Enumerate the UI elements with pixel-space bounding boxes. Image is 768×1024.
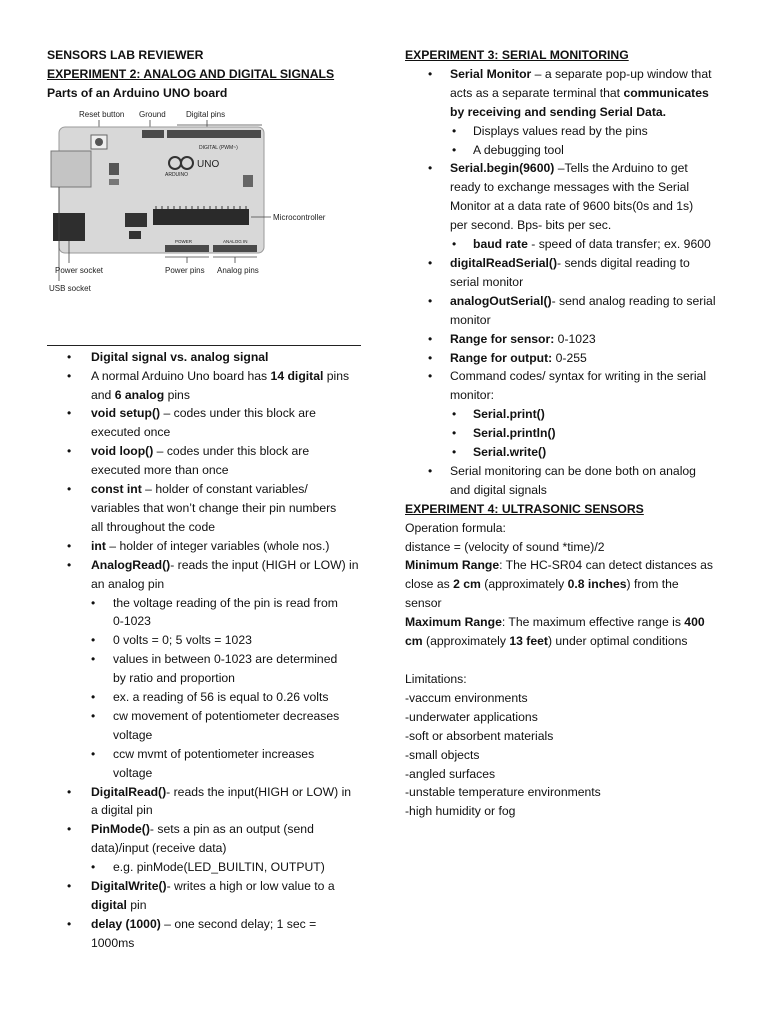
power-pins-label: Power pins [165, 265, 205, 275]
list-item: • void loop() – codes under this block are executed more than once [47, 442, 365, 480]
list-item: • A normal Arduino Uno board has 14 digital pins and 6 analog pins [47, 367, 365, 405]
microcontroller-graphic [153, 209, 249, 225]
section-divider [47, 345, 361, 346]
arduino-board-figure [47, 105, 360, 315]
experiment-3-list [405, 65, 733, 500]
limitation-item: -underwater applications [405, 709, 538, 724]
digital-pins-label: Digital pins [186, 109, 226, 119]
microcontroller-label: Microcontroller [273, 212, 326, 222]
reset-button-label: Reset button [79, 109, 125, 119]
sub-list-item: • Serial.print() [405, 405, 733, 424]
list-item: • Digital signal vs. analog signal [47, 348, 365, 367]
arduino-board-diagram [47, 105, 360, 315]
power-socket-graphic [53, 213, 85, 241]
limitations-title: Limitations: [405, 672, 467, 686]
digital-pwm-text: DIGITAL (PWM~) [199, 144, 238, 151]
sub-list-item: • cw movement of potentiometer decreases voltage [47, 707, 365, 745]
analog-pins-label: Analog pins [217, 265, 259, 275]
list-item: • Serial.begin(9600) –Tells the Arduino to get ready to exchange messages with the Serial Monitor at a data rate of 9600 bits(0s and 1s) per second. Bps- bits per sec. [405, 159, 733, 235]
maximum-range-paragraph: Maximum Range: The maximum effective range is 400 cm (approximately 13 feet) under optimal conditions [405, 615, 705, 649]
list-item: • const int – holder of constant variables/ variables that won’t change their pin numbers all throughout the code [47, 480, 365, 537]
list-item: • Range for sensor: 0-1023 [405, 330, 733, 349]
sub-list-item: • Serial.println() [405, 424, 733, 443]
usb-socket-label: USB socket [49, 283, 91, 293]
limitation-item: -unstable temperature environments [405, 785, 601, 800]
power-header [165, 245, 209, 252]
list-item: • int – holder of integer variables (whole nos.) [47, 537, 365, 556]
document-title: SENSORS LAB REVIEWER [47, 48, 204, 62]
analog-header [213, 245, 257, 252]
list-item: • DigitalRead()- reads the input(HIGH or LOW) in a digital pin [47, 783, 365, 821]
list-item: • Serial monitoring can be done both on analog and digital signals [405, 462, 733, 500]
list-item: • Serial Monitor – a separate pop-up window that acts as a separate terminal that communicates by receiving and sending Serial Data. [405, 65, 733, 122]
limitation-item: -vaccum environments [405, 690, 528, 705]
left-column [47, 46, 365, 953]
list-item: • delay (1000) – one second delay; 1 sec = 1000ms [47, 915, 365, 953]
list-item: • digitalReadSerial()- sends digital reading to serial monitor [405, 254, 733, 292]
sub-list-item: • 0 volts = 0; 5 volts = 1023 [47, 631, 365, 650]
sub-list-item: • Displays values read by the pins [405, 122, 733, 141]
usb-socket-graphic [51, 151, 91, 187]
limitations-list [405, 689, 733, 821]
sub-list-item: • values in between 0-1023 are determined by ratio and proportion [47, 650, 365, 688]
experiment-2-list [47, 348, 365, 953]
list-item: • PinMode()- sets a pin as an output (send data)/input (receive data) [47, 820, 365, 858]
power-header-text: POWER [175, 238, 193, 244]
limitation-item: -high humidity or fog [405, 804, 516, 819]
sub-list-item: • the voltage reading of the pin is read from 0-1023 [47, 594, 365, 632]
experiment-4-heading: EXPERIMENT 4: ULTRASONIC SENSORS [405, 501, 644, 516]
distance-formula: distance = (velocity of sound *time)/2 [405, 539, 605, 554]
analog-in-text: ANALOG IN [223, 238, 248, 244]
sub-list-item: • e.g. pinMode(LED_BUILTIN, OUTPUT) [47, 858, 365, 877]
sub-list-item: • Serial.write() [405, 443, 733, 462]
minimum-range-paragraph: Minimum Range: The HC-SR04 can detect distances as close as 2 cm (approximately 0.8 inches) from the sensor [405, 558, 713, 611]
list-item: • DigitalWrite()- writes a high or low value to a digital pin [47, 877, 365, 915]
limitation-item: -angled surfaces [405, 766, 496, 781]
operation-formula-label: Operation formula: [405, 520, 506, 535]
sub-list-item: • A debugging tool [405, 141, 733, 160]
list-item: • analogOutSerial()- send analog reading to serial monitor [405, 292, 733, 330]
limitation-item: -soft or absorbent materials [405, 728, 554, 743]
list-item: • AnalogRead()- reads the input (HIGH or LOW) in an analog pin [47, 556, 365, 594]
digital-header [167, 130, 261, 138]
experiment-3-heading: EXPERIMENT 3: SERIAL MONITORING [405, 48, 629, 62]
list-item: • Command codes/ syntax for writing in the serial monitor: [405, 367, 733, 405]
arduino-text: ARDUINO [165, 171, 189, 178]
uno-text: UNO [197, 158, 220, 170]
list-item: • void setup() – codes under this block are executed once [47, 404, 365, 442]
sub-list-item: • baud rate - speed of data transfer; ex. 9600 [405, 235, 733, 254]
ground-label: Ground [139, 109, 166, 119]
right-column [405, 46, 733, 821]
power-socket-label: Power socket [55, 265, 104, 275]
list-item: • Range for output: 0-255 [405, 349, 733, 368]
experiment-2-heading: EXPERIMENT 2: ANALOG AND DIGITAL SIGNALS [47, 66, 335, 81]
limitation-item: -small objects [405, 747, 480, 762]
sub-list-item: • ex. a reading of 56 is equal to 0.26 volts [47, 688, 365, 707]
sub-list-item: • ccw mvmt of potentiometer increases voltage [47, 745, 365, 783]
parts-heading: Parts of an Arduino UNO board [47, 85, 228, 100]
